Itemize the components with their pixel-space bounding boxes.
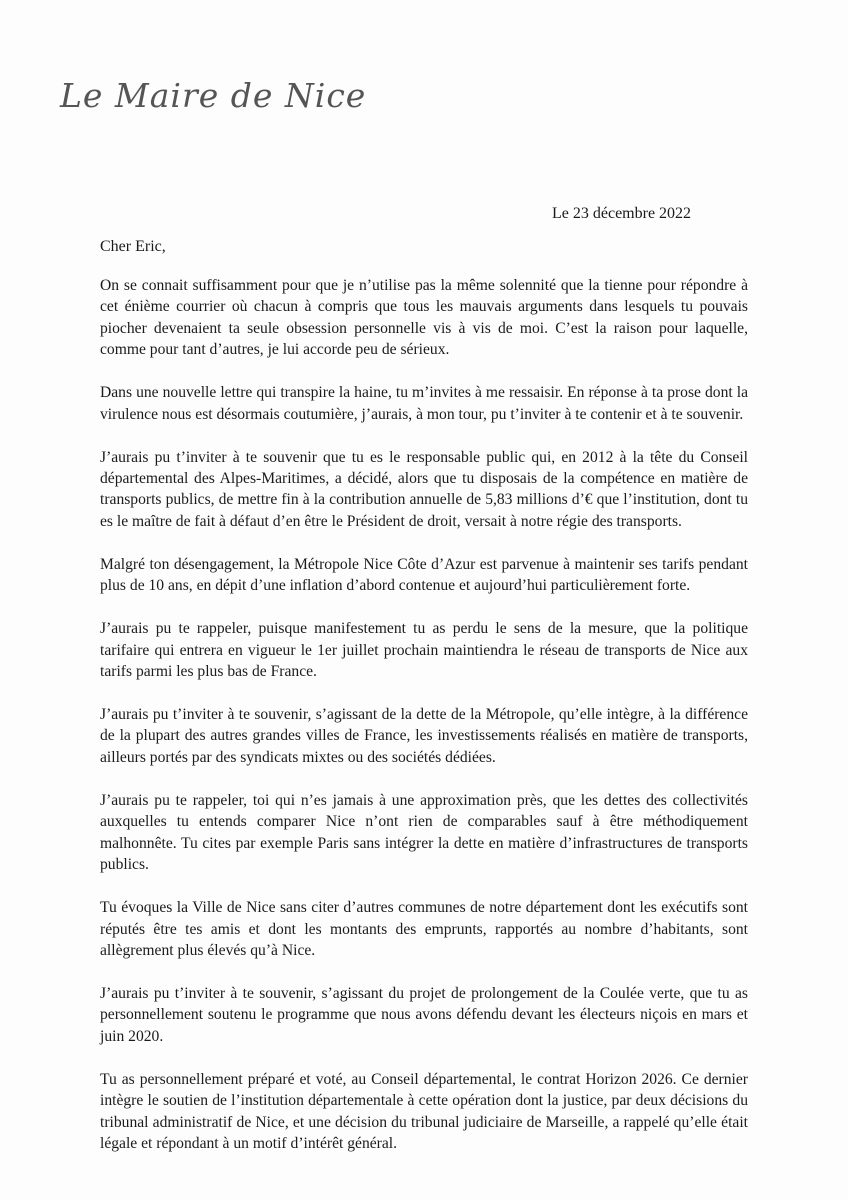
letterhead: Le Maire de Nice [60, 76, 367, 115]
paragraph: Tu as personnellement préparé et voté, au Conseil départemental, le contrat Horizon 2026. Ce dernier intègre le soutien de l’institution départementale à cette opération dont la justice, par deux décisions du tribunal administratif de Nice, et une décision du tribunal judiciaire de Marseille, a rappelé qu’elle était légale et répondant à un motif d’intérêt général. [100, 1070, 748, 1152]
paragraph: J’aurais pu t’inviter à te souvenir, s’agissant de la dette de la Métropole, qu’elle intègre, à la différence de la plupart des autres grandes villes de France, les investissements réalisés en matière de transports, ailleurs portés par des syndicats mixtes ou des sociétés dédiées. [100, 706, 748, 766]
paragraph: On se connait suffisamment pour que je n’utilise pas la même solennité que la tienne pour répondre à cet énième courrier où chacun à compris que tous les mauvais arguments dans lesquels tu pouvais piocher devenaient ta seule obsession personnelle vis à vis de moi. C’est la raison pour laquelle, comme pour tant d’autres, je lui accorde peu de sérieux. [100, 277, 748, 359]
letter-body [100, 275, 748, 1176]
paragraph: Malgré ton désengagement, la Métropole Nice Côte d’Azur est parvenue à maintenir ses tarifs pendant plus de 10 ans, en dépit d’une inflation d’abord contenue et aujourd’hui particulièrement forte. [100, 555, 748, 595]
salutation: Cher Eric, [100, 238, 166, 255]
paragraph: Tu évoques la Ville de Nice sans citer d’autres communes de notre département dont les exécutifs sont réputés être tes amis et dont les montants des emprunts, rapportés au nombre d’habitants, sont allègrement plus élevés qu’à Nice. [100, 899, 748, 959]
paragraph: J’aurais pu t’inviter à te souvenir, s’agissant du projet de prolongement de la Coulée verte, que tu as personnellement soutenu le programme que nous avons défendu devant les électeurs niçois en mars et juin 2020. [100, 984, 748, 1045]
letter-date: Le 23 décembre 2022 [552, 205, 692, 222]
paragraph: Dans une nouvelle lettre qui transpire la haine, tu m’invites à me ressaisir. En réponse à ta prose dont la virulence nous est désormais coutumière, j’aurais, à mon tour, pu t’inviter à te contenir et à te souvenir. [100, 384, 748, 423]
paragraph: J’aurais pu te rappeler, toi qui n’es jamais à une approximation près, que les dettes des collectivités auxquelles tu entends comparer Nice n’ont rien de comparables sauf à être méthodiquement malhonnête. Tu cites par exemple Paris sans intégrer la dette en matière d’infrastructures de transports publics. [100, 791, 748, 874]
paragraph: J’aurais pu te rappeler, puisque manifestement tu as perdu le sens de la mesure, que la politique tarifaire qui entrera en vigueur le 1er juillet prochain maintiendra le réseau de transports de Nice aux tarifs parmi les plus bas de France. [100, 620, 748, 681]
paragraph: J’aurais pu t’inviter à te souvenir que tu es le responsable public qui, en 2012 à la tête du Conseil départemental des Alpes-Maritimes, a décidé, alors que tu disposais de la compétence en matière de transports publics, de mettre fin à la contribution annuelle de 5,83 millions d’€ que l’institution, dont tu es le maître de fait à défaut d’en être le Président de droit, versait à notre régie des transports. [100, 448, 748, 530]
